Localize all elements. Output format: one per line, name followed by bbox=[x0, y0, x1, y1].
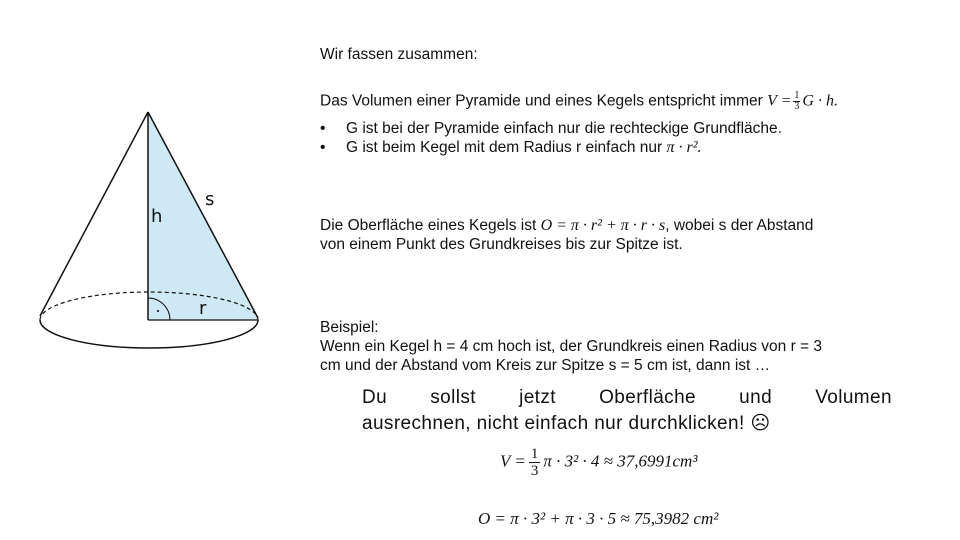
bullet-text: G ist beim Kegel mit dem Radius r einfach nur bbox=[346, 139, 667, 156]
cone-left-side bbox=[40, 112, 148, 316]
bullet-list bbox=[320, 119, 782, 157]
volume-fraction bbox=[793, 91, 800, 112]
volume-result-rhs: π · 3² · 4 ≈ 37,6991cm³ bbox=[543, 451, 698, 471]
fraction-denominator: 3 bbox=[794, 101, 800, 112]
bullet-icon: • bbox=[320, 120, 326, 137]
note-line-2: ausrechnen, nicht einfach nur durchklicken! ☹ bbox=[362, 413, 771, 434]
summary-heading: Wir fassen zusammen: bbox=[320, 46, 478, 63]
volume-formula-rhs: G · h. bbox=[802, 92, 838, 110]
surface-text-1: Die Oberfläche eines Kegels ist bbox=[320, 217, 541, 234]
volume-statement bbox=[320, 91, 838, 112]
cone-diagram bbox=[0, 0, 300, 360]
bullet-icon: • bbox=[320, 139, 326, 156]
surface-text-2: , wobei s der Abstand bbox=[665, 217, 814, 234]
fraction-numerator: 1 bbox=[794, 90, 800, 101]
right-angle-dot: · bbox=[155, 300, 161, 320]
example-block bbox=[320, 318, 822, 375]
list-item bbox=[320, 138, 782, 157]
note-word: Oberfläche bbox=[599, 387, 697, 408]
example-heading: Beispiel: bbox=[320, 319, 379, 336]
bullet-text: G ist bei der Pyramide einfach nur die rechteckige Grundfläche. bbox=[346, 120, 782, 137]
list-item bbox=[320, 119, 782, 138]
surface-statement bbox=[320, 216, 813, 254]
volume-formula-lhs: V = bbox=[767, 92, 792, 110]
fraction-numerator: 1 bbox=[530, 446, 539, 462]
surface-line-2: von einem Punkt des Grundkreises bis zur Spitze ist. bbox=[320, 236, 683, 253]
instruction-note bbox=[362, 385, 892, 437]
label-s: s bbox=[205, 189, 215, 210]
surface-formula: O = π · r² + π · r · s bbox=[540, 217, 666, 234]
volume-text: Das Volumen einer Pyramide und eines Kegels entspricht immer bbox=[320, 92, 768, 110]
note-line-1 bbox=[362, 385, 892, 411]
surface-line-1 bbox=[320, 216, 813, 235]
volume-result bbox=[500, 446, 697, 479]
note-word: und bbox=[739, 387, 773, 408]
surface-result: O = π · 3² + π · 3 · 5 ≈ 75,3982 cm² bbox=[478, 509, 719, 528]
fraction-denominator: 3 bbox=[530, 463, 539, 479]
note-word: Volumen bbox=[815, 387, 892, 408]
note-word: Du bbox=[362, 387, 388, 408]
example-line-1: Wenn ein Kegel h = 4 cm hoch ist, der Grundkreis einen Radius von r = 3 bbox=[320, 338, 823, 355]
note-word: sollst bbox=[430, 387, 476, 408]
bullet-formula: π · r². bbox=[666, 139, 702, 156]
base-ellipse-front bbox=[40, 320, 258, 348]
note-word: jetzt bbox=[519, 387, 556, 408]
label-r: r bbox=[199, 298, 207, 319]
label-h: h bbox=[151, 206, 163, 227]
volume-result-fraction bbox=[529, 446, 541, 479]
example-line-2: cm und der Abstand vom Kreis zur Spitze s = 5 cm ist, dann ist … bbox=[320, 357, 771, 374]
volume-result-lhs: V = bbox=[500, 451, 526, 471]
